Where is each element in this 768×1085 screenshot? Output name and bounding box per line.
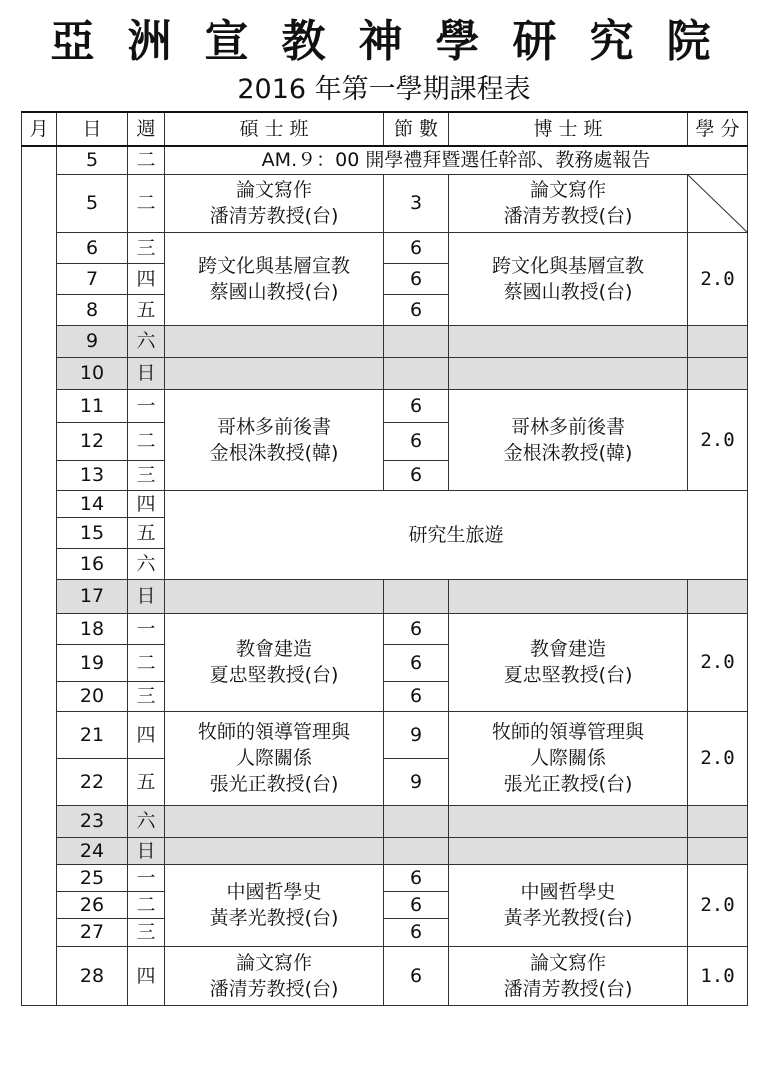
table-row — [22, 837, 748, 864]
course-instructor: 張光正教授(台) — [209, 773, 339, 795]
weekday-cell: 四 — [128, 946, 165, 1005]
month-cell — [22, 146, 57, 1005]
empty-cell — [688, 837, 748, 864]
weekday-cell: 五 — [128, 517, 165, 548]
course-instructor: 蔡國山教授(台) — [503, 280, 633, 303]
table-row — [22, 325, 748, 357]
weekday-cell: 五 — [128, 758, 165, 805]
weekday-cell: 四 — [128, 711, 165, 758]
day-cell: 20 — [57, 681, 128, 711]
master-course — [165, 864, 384, 946]
periods-cell: 6 — [384, 946, 449, 1005]
master-course — [165, 613, 384, 711]
empty-cell — [384, 357, 449, 389]
course-name: 論文寫作 — [235, 951, 312, 974]
empty-cell — [384, 325, 449, 357]
table-row — [22, 232, 748, 263]
doctor-course — [449, 711, 688, 805]
course-instructor: 金根洙教授(韓) — [503, 441, 633, 464]
course-instructor: 潘清芳教授(台) — [503, 977, 633, 1000]
course-instructor: 張光正教授(台) — [503, 773, 633, 795]
table-row — [22, 490, 748, 517]
empty-cell — [165, 325, 384, 357]
course-name: 牧師的領導管理與 — [491, 721, 644, 743]
day-cell: 13 — [57, 460, 128, 490]
course-name: 哥林多前後書 — [216, 415, 331, 438]
day-cell: 15 — [57, 517, 128, 548]
weekday-cell: 三 — [128, 681, 165, 711]
periods-cell: 6 — [384, 891, 449, 918]
day-cell: 5 — [57, 146, 128, 174]
weekday-cell: 二 — [128, 891, 165, 918]
table-row — [22, 174, 748, 232]
empty-cell — [688, 325, 748, 357]
day-cell: 23 — [57, 805, 128, 837]
weekday-cell: 六 — [128, 325, 165, 357]
master-course — [165, 232, 384, 325]
day-cell: 12 — [57, 422, 128, 460]
course-instructor: 潘清芳教授(台) — [503, 205, 633, 227]
course-name: 跨文化與基層宣教 — [491, 254, 644, 277]
day-cell: 26 — [57, 891, 128, 918]
doctor-course — [449, 946, 688, 1005]
opening-event: AM.９：00 開學禮拜暨選任幹部、教務處報告 — [165, 146, 748, 174]
empty-cell — [449, 837, 688, 864]
weekday-cell: 二 — [128, 422, 165, 460]
weekday-cell: 日 — [128, 357, 165, 389]
empty-cell — [384, 805, 449, 837]
weekday-cell: 六 — [128, 805, 165, 837]
periods-cell: 6 — [384, 460, 449, 490]
day-cell: 24 — [57, 837, 128, 864]
weekday-cell: 二 — [128, 146, 165, 174]
course-instructor: 夏忠堅教授(台) — [503, 664, 633, 686]
periods-cell: 6 — [384, 918, 449, 946]
periods-cell: 3 — [384, 174, 449, 232]
course-name: 教會建造 — [529, 638, 606, 660]
day-cell: 21 — [57, 711, 128, 758]
master-course — [165, 711, 384, 805]
course-instructor: 黃孝光教授(台) — [209, 907, 339, 929]
doctor-course — [449, 864, 688, 946]
periods-cell: 6 — [384, 422, 449, 460]
credits-cell: 2.0 — [688, 864, 748, 946]
periods-cell: 6 — [384, 681, 449, 711]
course-name: 中國哲學史 — [226, 881, 322, 903]
doctor-course — [449, 174, 688, 232]
table-row — [22, 864, 748, 891]
credits-empty-diagonal — [688, 174, 748, 232]
table-row — [22, 579, 748, 613]
credits-cell: 2.0 — [688, 389, 748, 490]
course-instructor: 潘清芳教授(台) — [209, 205, 339, 227]
day-cell: 11 — [57, 389, 128, 422]
day-cell: 10 — [57, 357, 128, 389]
day-cell: 5 — [57, 174, 128, 232]
weekday-cell: 日 — [128, 579, 165, 613]
doctor-course — [449, 232, 688, 325]
course-name: 牧師的領導管理與 — [197, 721, 350, 743]
table-row — [22, 357, 748, 389]
course-name: 跨文化與基層宣教 — [197, 254, 350, 277]
weekday-cell: 三 — [128, 460, 165, 490]
day-cell: 25 — [57, 864, 128, 891]
course-name: 論文寫作 — [529, 951, 606, 974]
day-cell: 28 — [57, 946, 128, 1005]
master-course — [165, 389, 384, 490]
day-cell: 27 — [57, 918, 128, 946]
weekday-cell: 三 — [128, 918, 165, 946]
periods-cell: 9 — [384, 711, 449, 758]
day-cell: 9 — [57, 325, 128, 357]
table-row — [22, 613, 748, 644]
periods-cell: 6 — [384, 644, 449, 681]
empty-cell — [449, 579, 688, 613]
empty-cell — [688, 579, 748, 613]
weekday-cell: 四 — [128, 490, 165, 517]
weekday-cell: 一 — [128, 389, 165, 422]
course-instructor: 黃孝光教授(台) — [503, 907, 633, 929]
course-schedule-table — [21, 111, 748, 1006]
day-cell: 16 — [57, 548, 128, 579]
periods-cell: 6 — [384, 613, 449, 644]
periods-cell: 6 — [384, 864, 449, 891]
periods-cell: 6 — [384, 232, 449, 263]
empty-cell — [449, 357, 688, 389]
doctor-course — [449, 613, 688, 711]
day-cell: 8 — [57, 294, 128, 325]
master-course — [165, 174, 384, 232]
course-instructor: 夏忠堅教授(台) — [209, 664, 339, 686]
course-instructor: 蔡國山教授(台) — [209, 280, 339, 303]
weekday-cell: 二 — [128, 644, 165, 681]
day-cell: 7 — [57, 263, 128, 294]
periods-cell: 9 — [384, 758, 449, 805]
table-row — [22, 711, 748, 758]
header-row — [22, 112, 748, 146]
periods-cell: 6 — [384, 389, 449, 422]
table-row — [22, 805, 748, 837]
day-cell: 22 — [57, 758, 128, 805]
empty-cell — [384, 837, 449, 864]
day-cell: 19 — [57, 644, 128, 681]
periods-header: 節 數 — [384, 112, 449, 146]
periods-cell: 6 — [384, 294, 449, 325]
empty-cell — [165, 805, 384, 837]
course-name: 論文寫作 — [529, 179, 606, 201]
diagonal-line — [688, 175, 748, 233]
weekday-cell: 一 — [128, 613, 165, 644]
weekday-cell: 六 — [128, 548, 165, 579]
weekday-cell: 二 — [128, 174, 165, 232]
empty-cell — [165, 579, 384, 613]
master-course — [165, 946, 384, 1005]
master-header: 碩 士 班 — [165, 112, 384, 146]
empty-cell — [688, 805, 748, 837]
empty-cell — [165, 357, 384, 389]
empty-cell — [449, 325, 688, 357]
day-cell: 14 — [57, 490, 128, 517]
credits-cell: 2.0 — [688, 613, 748, 711]
credits-header: 學 分 — [688, 112, 748, 146]
weekday-cell: 五 — [128, 294, 165, 325]
course-name-cont: 人際關係 — [235, 747, 312, 769]
course-name: 論文寫作 — [235, 179, 312, 201]
table-row — [22, 946, 748, 1005]
table-row — [22, 146, 748, 174]
course-name: 哥林多前後書 — [510, 415, 625, 438]
student-trip-event: 研究生旅遊 — [165, 490, 748, 579]
empty-cell — [688, 357, 748, 389]
month-header: 月 — [22, 112, 57, 146]
day-header: 日 — [57, 112, 128, 146]
credits-cell: 2.0 — [688, 711, 748, 805]
course-name-cont: 人際關係 — [529, 747, 606, 769]
doctor-header: 博 士 班 — [449, 112, 688, 146]
weekday-cell: 日 — [128, 837, 165, 864]
periods-cell: 6 — [384, 263, 449, 294]
day-cell: 18 — [57, 613, 128, 644]
empty-cell — [165, 837, 384, 864]
school-title: 亞洲宣教神學研究院 — [50, 16, 744, 67]
day-cell: 6 — [57, 232, 128, 263]
course-instructor: 金根洙教授(韓) — [209, 441, 339, 464]
weekday-cell: 三 — [128, 232, 165, 263]
weekday-header: 週 — [128, 112, 165, 146]
day-cell: 17 — [57, 579, 128, 613]
empty-cell — [384, 579, 449, 613]
term-subtitle: 2016 年第一學期課程表 — [237, 74, 531, 105]
course-name: 教會建造 — [235, 638, 312, 660]
course-instructor: 潘清芳教授(台) — [209, 977, 339, 1000]
doctor-course — [449, 389, 688, 490]
credits-cell: 2.0 — [688, 232, 748, 325]
credits-cell: 1.0 — [688, 946, 748, 1005]
weekday-cell: 一 — [128, 864, 165, 891]
course-name: 中國哲學史 — [520, 881, 616, 903]
empty-cell — [449, 805, 688, 837]
weekday-cell: 四 — [128, 263, 165, 294]
table-row — [22, 389, 748, 422]
